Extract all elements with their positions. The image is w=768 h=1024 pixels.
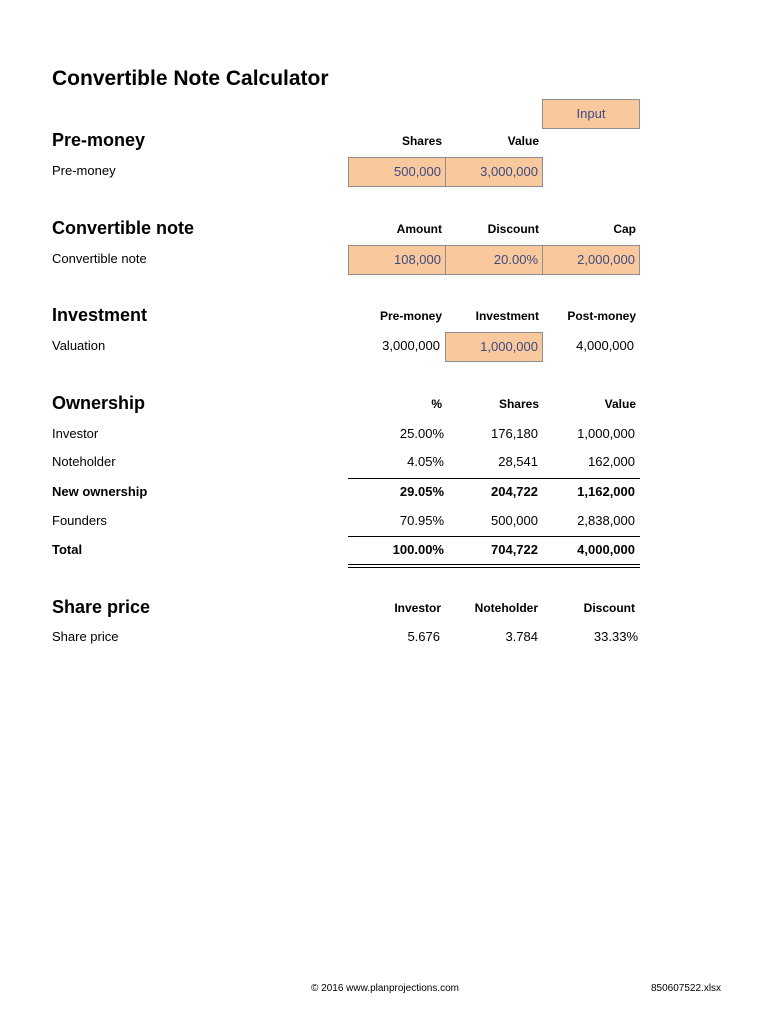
note-col-discount: Discount	[487, 222, 539, 236]
note-cap-input[interactable]: 2,000,000	[542, 245, 640, 275]
investment-heading: Investment	[52, 305, 148, 325]
page-title: Convertible Note Calculator	[52, 67, 329, 90]
ownership-row-total-label: Total	[52, 542, 83, 557]
shareprice-noteholder-value: 3.784	[505, 629, 538, 644]
note-discount-input[interactable]: 20.00%	[445, 245, 543, 275]
investment-amount-input[interactable]: 1,000,000	[445, 332, 543, 362]
shareprice-col-discount: Discount	[583, 601, 635, 615]
ownership-row-founders-value: 2,838,000	[577, 513, 635, 528]
ownership-heading: Ownership	[52, 393, 146, 413]
investment-col-postmoney: Post-money	[567, 309, 636, 323]
note-col-cap: Cap	[613, 222, 636, 236]
ownership-row-founders-shares: 500,000	[491, 513, 538, 528]
investment-col-premoney: Pre-money	[379, 309, 442, 323]
ownership-row-founders-pct: 70.95%	[399, 513, 444, 528]
note-heading: Convertible note	[52, 218, 195, 238]
note-amount-input[interactable]: 108,000	[348, 245, 446, 275]
shareprice-heading: Share price	[52, 597, 151, 617]
shareprice-investor-value: 5.676	[407, 629, 440, 644]
ownership-row-new-value: 1,162,000	[577, 484, 635, 499]
shareprice-discount-value: 33.33%	[593, 629, 638, 644]
investment-col-investment: Investment	[475, 309, 539, 323]
investment-row-label: Valuation	[52, 338, 106, 353]
ownership-row-founders-label: Founders	[52, 513, 107, 528]
total-double-underline	[348, 564, 640, 568]
ownership-row-investor-value: 1,000,000	[577, 426, 635, 441]
footer-copyright: © 2016 www.planprojections.com	[311, 983, 459, 994]
ownership-row-investor-label: Investor	[52, 426, 99, 441]
subtotal-rule	[348, 478, 640, 479]
note-row-label: Convertible note	[52, 251, 147, 266]
ownership-row-new-label: New ownership	[52, 484, 148, 499]
shareprice-row-label: Share price	[52, 629, 119, 644]
investment-premoney-value: 3,000,000	[382, 338, 440, 353]
ownership-row-noteholder-value: 162,000	[588, 454, 635, 469]
premoney-heading: Pre-money	[52, 130, 146, 150]
ownership-row-investor-pct: 25.00%	[399, 426, 444, 441]
ownership-row-new-shares: 204,722	[491, 484, 538, 499]
premoney-value-input[interactable]: 3,000,000	[445, 157, 543, 187]
total-rule	[348, 536, 640, 537]
ownership-row-total-pct: 100.00%	[392, 542, 444, 557]
note-col-amount: Amount	[396, 222, 442, 236]
ownership-col-shares: Shares	[498, 397, 539, 411]
input-legend-cell: Input	[542, 99, 640, 129]
shareprice-col-noteholder: Noteholder	[474, 601, 538, 615]
ownership-row-noteholder-shares: 28,541	[498, 454, 538, 469]
ownership-col-pct: %	[431, 397, 442, 411]
ownership-row-noteholder-pct: 4.05%	[407, 454, 444, 469]
shareprice-col-investor: Investor	[394, 601, 441, 615]
premoney-row-label: Pre-money	[52, 163, 116, 178]
footer-filename: 850607522.xlsx	[651, 983, 722, 994]
ownership-row-investor-shares: 176,180	[491, 426, 538, 441]
ownership-row-new-pct: 29.05%	[399, 484, 444, 499]
premoney-col-value: Value	[507, 134, 539, 148]
ownership-row-noteholder-label: Noteholder	[52, 454, 116, 469]
ownership-row-total-value: 4,000,000	[577, 542, 635, 557]
investment-postmoney-value: 4,000,000	[576, 338, 634, 353]
premoney-shares-input[interactable]: 500,000	[348, 157, 446, 187]
ownership-row-total-shares: 704,722	[491, 542, 538, 557]
premoney-col-shares: Shares	[401, 134, 442, 148]
ownership-col-value: Value	[604, 397, 636, 411]
